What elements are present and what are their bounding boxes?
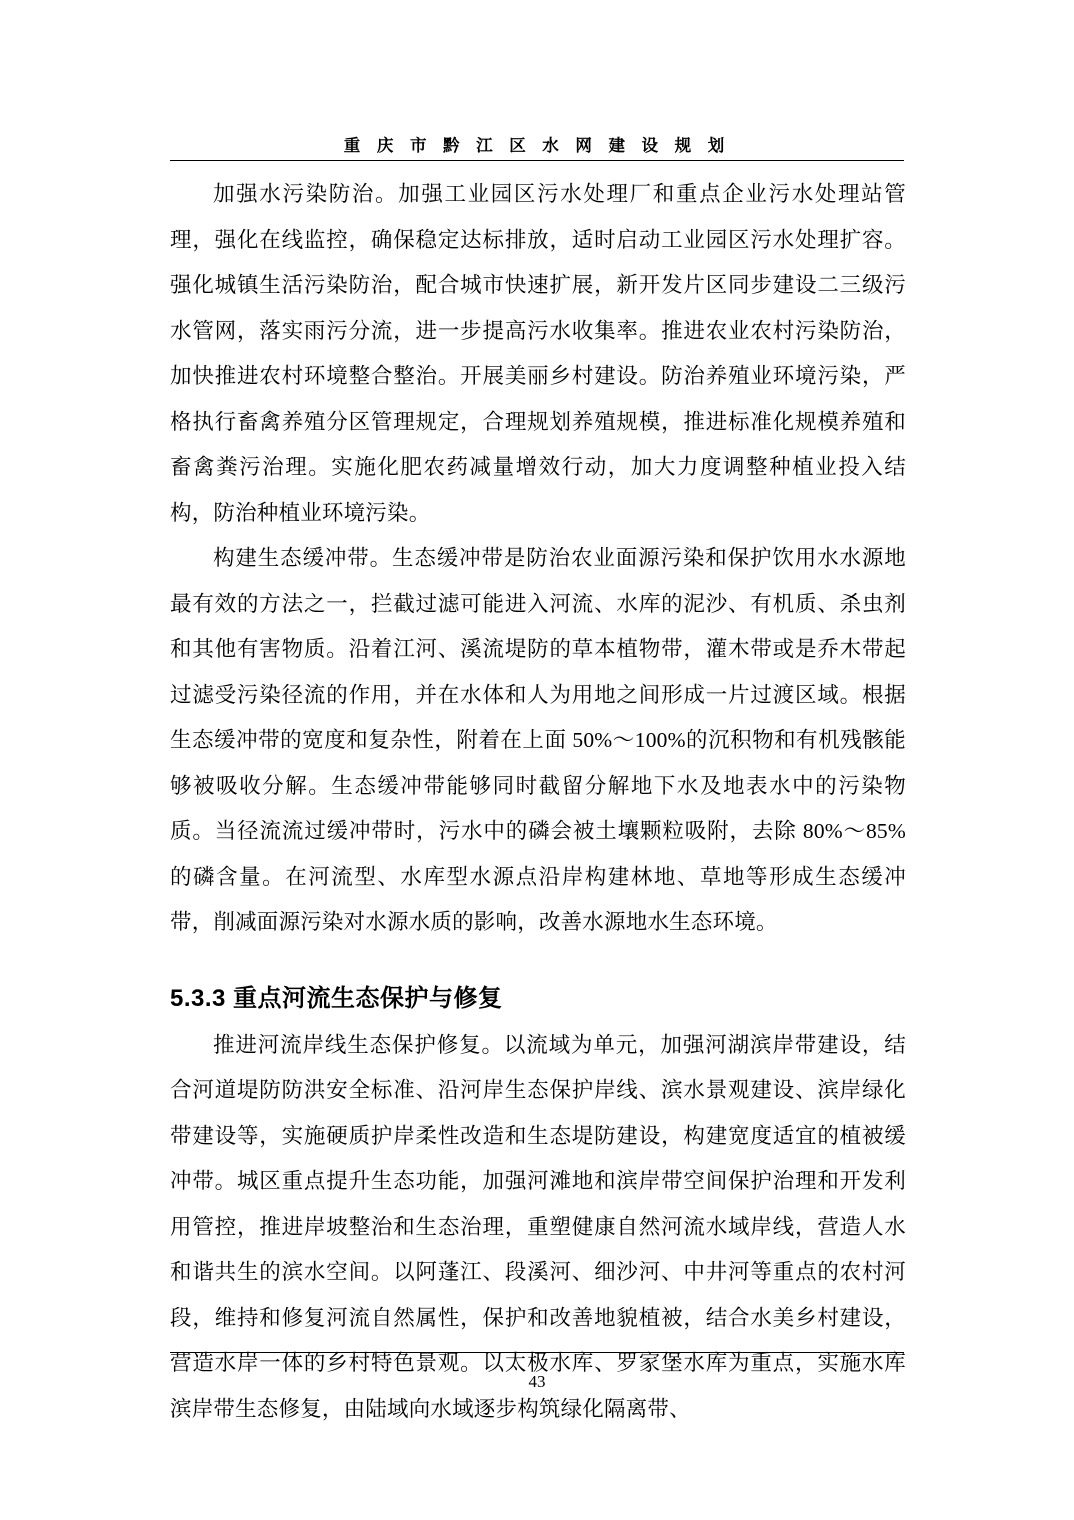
page-number: 43 bbox=[528, 1372, 546, 1391]
paragraph: 构建生态缓冲带。生态缓冲带是防治农业面源污染和保护饮用水水源地最有效的方法之一，拦截过滤可能进入河流、水库的泥沙、有机质、杀虫剂和其他有害物质。沿着江河、溪流堤防的草本植物带，灌木带或是乔木带起过滤受污染径流的作用，并在水体和人为用地之间形成一片过渡区域。根据生态缓冲带的宽度和复杂性，附着在上面 50%～100%的沉积物和有机残骸能够被吸收分解。生态缓冲带能够同时截留分解地下水及地表水中的污染物质。当径流流过缓冲带时，污水中的磷会被土壤颗粒吸附，去除 80%～85%的磷含量。在河流型、水库型水源点沿岸构建林地、草地等形成生态缓冲带，削减面源污染对水源水质的影响，改善水源地水生态环境。 bbox=[170, 546, 906, 934]
page-content bbox=[170, 172, 906, 1432]
header-divider bbox=[170, 160, 904, 161]
paragraph: 加强水污染防治。加强工业园区污水处理厂和重点企业污水处理站管理，强化在线监控，确保稳定达标排放，适时启动工业园区污水处理扩容。强化城镇生活污染防治，配合城市快速扩展，新开发片区同步建设二三级污水管网，落实雨污分流，进一步提高污水收集率。推进农业农村污染防治，加快推进农村环境整合整治。开展美丽乡村建设。防治养殖业环境污染，严格执行畜禽养殖分区管理规定，合理规划养殖规模，推进标准化规模养殖和畜禽粪污治理。实施化肥农药减量增效行动，加大力度调整种植业投入结构，防治种植业环境污染。 bbox=[170, 182, 906, 525]
section-heading: 5.3.3 重点河流生态保护与修复 bbox=[170, 984, 503, 1012]
header-title: 重 庆 市 黔 江 区 水 网 建 设 规 划 bbox=[343, 137, 731, 155]
page-header bbox=[170, 132, 904, 156]
paragraph: 推进河流岸线生态保护修复。以流域为单元，加强河湖滨岸带建设，结合河道堤防防洪安全标准、沿河岸生态保护岸线、滨水景观建设、滨岸绿化带建设等，实施硬质护岸柔性改造和生态堤防建设，构建宽度适宜的植被缓冲带。城区重点提升生态功能，加强河滩地和滨岸带空间保护治理和开发利用管控，推进岸坡整治和生态治理，重塑健康自然河流水域岸线，营造人水和谐共生的滨水空间。以阿蓬江、段溪河、细沙河、中井河等重点的农村河段，维持和修复河流自然属性，保护和改善地貌植被，结合水美乡村建设，营造水岸一体的乡村特色景观。以太极水库、罗家堡水库为重点，实施水库滨岸带生态修复，由陆域向水域逐步构筑绿化隔离带、 bbox=[170, 1032, 906, 1421]
footer-divider bbox=[170, 1352, 904, 1353]
